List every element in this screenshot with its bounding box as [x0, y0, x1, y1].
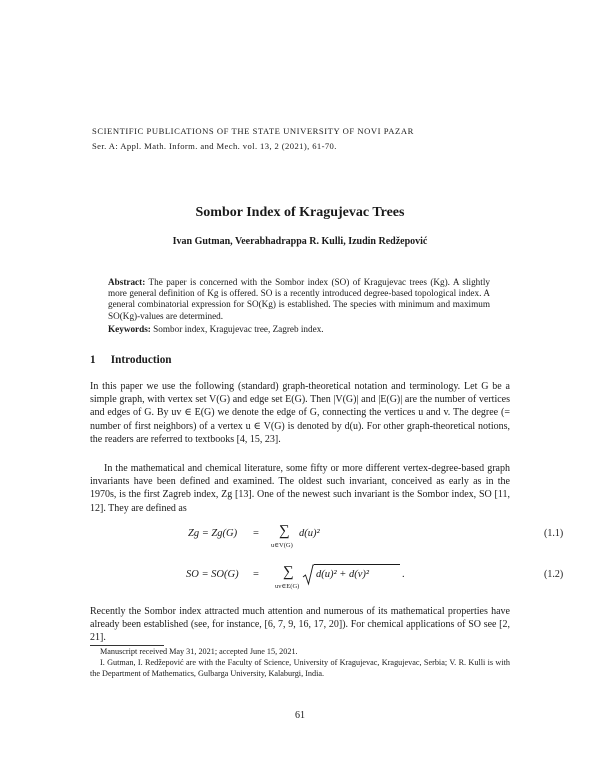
eq2-rhs: d(u)² + d(v)²: [316, 569, 370, 580]
eq2-sum-symbol: ∑: [283, 564, 294, 580]
equation-1-1: [90, 523, 564, 554]
sqrt-bar: [314, 564, 400, 565]
sqrt-symbol: [302, 564, 314, 586]
eq2-sum-index: uv∈E(G): [275, 583, 300, 590]
page-number: 61: [295, 710, 305, 721]
section-heading: [90, 354, 172, 366]
eq1-sum-index: u∈V(G): [271, 542, 293, 549]
eq2-equals: =: [253, 569, 259, 580]
eq2-lhs: SO = SO(G): [186, 569, 239, 580]
eq1-number: (1.1): [544, 528, 564, 539]
keywords-text: Sombor index, Kragujevac tree, Zagreb index.: [153, 324, 324, 334]
equation-1-2: [90, 564, 564, 594]
paragraph-recent-results: Recently the Sombor index attracted much attention and numerous of its mathematical properties have already been established (see, for instance, [6, 7, 9, 16, 17, 20]). For chemical applications of SO see [2, 21].: [90, 606, 510, 644]
eq1-sum-symbol: ∑: [279, 523, 290, 539]
abstract-label: Abstract:: [108, 277, 146, 287]
journal-title: SCIENTIFIC PUBLICATIONS OF THE STATE UNIVERSITY OF NOVI PAZAR: [92, 126, 414, 136]
footnote-received: Manuscript received May 31, 2021; accepted June 15, 2021.: [100, 647, 298, 656]
footnote-affiliations: I. Gutman, I. Redžepović are with the Faculty of Science, University of Kragujevac, Kragujevac, Serbia; V. R. Kulli is with the Department of Mathematics, Gulbarga University, Kalaburgi, India.: [90, 658, 510, 678]
abstract: [108, 277, 490, 322]
journal-citation: Ser. A: Appl. Math. Inform. and Mech. vol. 13, 2 (2021), 61-70.: [92, 141, 337, 151]
footnote-rule: [90, 645, 164, 646]
paragraph-invariants: In the mathematical and chemical literature, some fifty or more different vertex-degree-based graph invariants have been defined and examined. The oldest such invariant, conceived as early as in the 1970s, is the first Zagreb index, Zg [13]. One of the newest such invariant is the Sombor index, SO [11, 12]. They are defined as: [90, 463, 510, 514]
eq2-period: .: [402, 569, 405, 580]
eq1-equals: =: [253, 528, 259, 539]
keywords-label: Keywords:: [108, 324, 151, 334]
abstract-text: The paper is concerned with the Sombor index (SO) of Kragujevac trees (Kg). A slightly more general definition of Kg is offered. SO is a recently introduced degree-based topological index. A general combinatorial expression for SO(Kg) is established. The species with minimum and maximum SO(Kg)-values are determined.: [108, 277, 490, 321]
eq1-rhs: d(u)²: [299, 528, 320, 539]
paper-authors: Ivan Gutman, Veerabhadrappa R. Kulli, Izudin Redžepović: [172, 236, 428, 247]
eq2-number: (1.2): [544, 569, 564, 580]
section-number: 1: [90, 354, 96, 366]
keywords: [108, 324, 490, 335]
paper-title: Sombor Index of Kragujevac Trees: [195, 205, 405, 220]
section-title: Introduction: [110, 354, 172, 366]
eq1-lhs: Zg = Zg(G): [188, 528, 238, 539]
paragraph-notation: In this paper we use the following (standard) graph-theoretical notation and terminology. Let G be a simple graph, with vertex set V(G) and edge set E(G). Then |V(G)| and |E(G)| are the number of vertices and edges of G. By uv ∈ E(G) we denote the edge of G, connecting the vertices u and v. The degree (= number of first neighbors) of a vertex u ∈ V(G) is denoted by d(u). For other graph-theoretical notions, the readers are referred to textbooks [4, 15, 23].: [90, 381, 510, 445]
